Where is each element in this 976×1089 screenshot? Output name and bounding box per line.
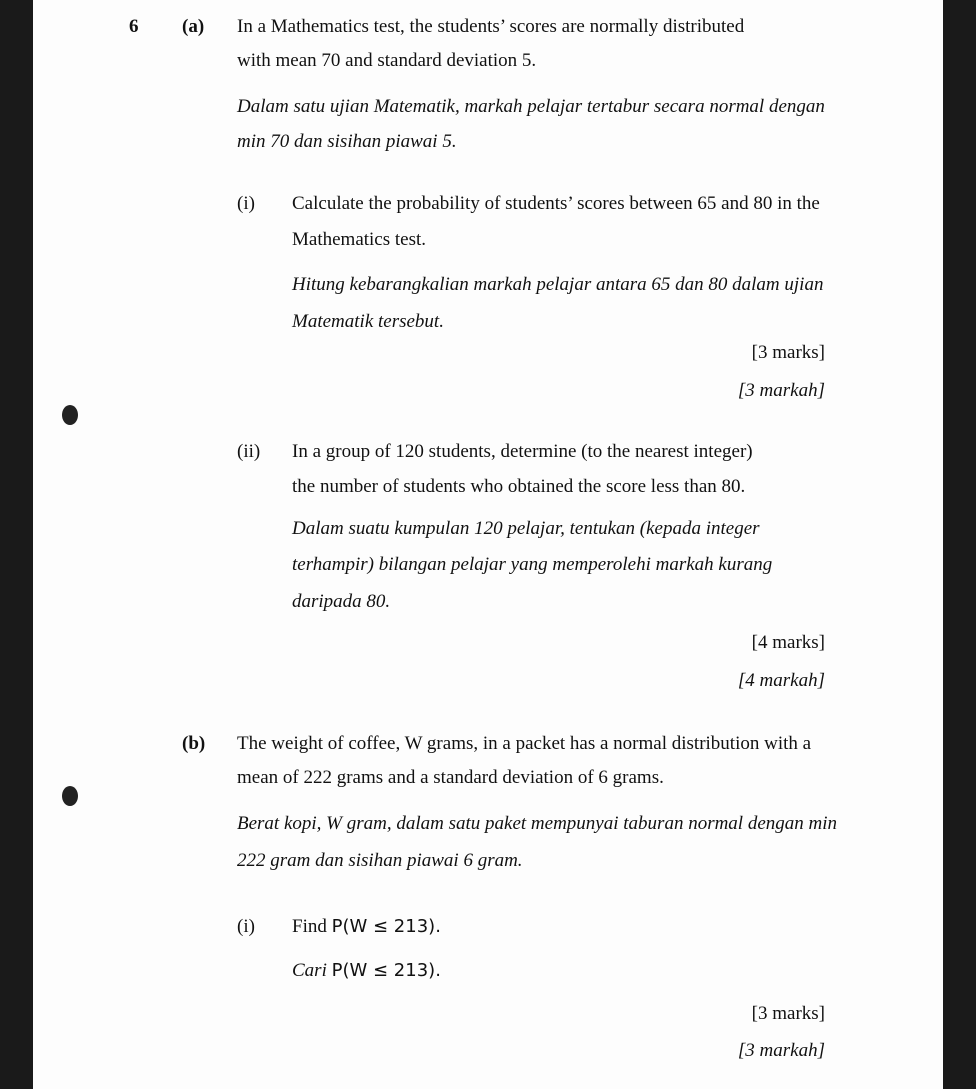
part-a-ii-label: (ii) bbox=[237, 441, 261, 462]
part-a-i-en-2: Mathematics test. bbox=[292, 229, 427, 250]
part-b-i-find-word: Find bbox=[292, 916, 327, 937]
part-a-label: (a) bbox=[182, 16, 205, 37]
part-a-i-ms-1: Hitung kebarangkalian markah pelajar antara 65 dan 80 dalam ujian bbox=[292, 274, 824, 295]
part-b-i-cari-line bbox=[292, 960, 441, 982]
punch-hole-1 bbox=[62, 405, 78, 425]
part-b-label: (b) bbox=[182, 733, 206, 754]
part-a-i-marks-en: [3 marks] bbox=[751, 342, 825, 363]
part-a-i-marks-ms: [3 markah] bbox=[737, 380, 825, 401]
part-a-ii-ms-2: terhampir) bilangan pelajar yang memperolehi markah kurang bbox=[292, 554, 773, 575]
part-a-stem-ms-1: Dalam satu ujian Matematik, markah pelajar tertabur secara normal dengan bbox=[237, 96, 825, 117]
part-a-i-label: (i) bbox=[237, 193, 255, 214]
part-b-stem-ms-1: Berat kopi, W gram, dalam satu paket mempunyai taburan normal dengan min bbox=[237, 813, 838, 834]
part-b-i-expression-ms: P(W ≤ 213). bbox=[331, 960, 441, 981]
part-b-i-marks-ms: [3 markah] bbox=[737, 1040, 825, 1061]
part-b-stem-en-2: mean of 222 grams and a standard deviation of 6 grams. bbox=[237, 767, 664, 788]
part-b-i-label: (i) bbox=[237, 916, 255, 937]
part-b-i-marks-en: [3 marks] bbox=[751, 1003, 825, 1024]
part-a-stem-ms-2: min 70 dan sisihan piawai 5. bbox=[237, 131, 457, 152]
part-b-stem-ms-2: 222 gram dan sisihan piawai 6 gram. bbox=[237, 850, 523, 871]
part-a-ii-marks-ms: [4 markah] bbox=[737, 670, 825, 691]
part-a-i-en-1: Calculate the probability of students’ scores between 65 and 80 in the bbox=[292, 193, 820, 214]
part-a-ii-ms-1: Dalam suatu kumpulan 120 pelajar, tentukan (kepada integer bbox=[292, 518, 760, 539]
part-b-i-find-line bbox=[292, 916, 441, 938]
part-a-ii-en-1: In a group of 120 students, determine (to the nearest integer) bbox=[292, 441, 753, 462]
punch-hole-2 bbox=[62, 786, 78, 806]
part-a-stem-en-1: In a Mathematics test, the students’ scores are normally distributed bbox=[237, 16, 745, 37]
part-b-stem-en-1: The weight of coffee, W grams, in a packet has a normal distribution with a bbox=[237, 733, 812, 754]
part-a-stem-en-2: with mean 70 and standard deviation 5. bbox=[237, 50, 537, 71]
part-b-i-cari-word: Cari bbox=[292, 960, 327, 981]
exam-page bbox=[33, 0, 943, 1089]
part-a-i-ms-2: Matematik tersebut. bbox=[292, 311, 444, 332]
part-b-i-expression-en: P(W ≤ 213). bbox=[331, 916, 441, 937]
part-a-ii-ms-3: daripada 80. bbox=[292, 591, 391, 612]
part-a-ii-en-2: the number of students who obtained the score less than 80. bbox=[292, 476, 746, 497]
question-number: 6 bbox=[129, 16, 139, 37]
part-a-ii-marks-en: [4 marks] bbox=[751, 632, 825, 653]
